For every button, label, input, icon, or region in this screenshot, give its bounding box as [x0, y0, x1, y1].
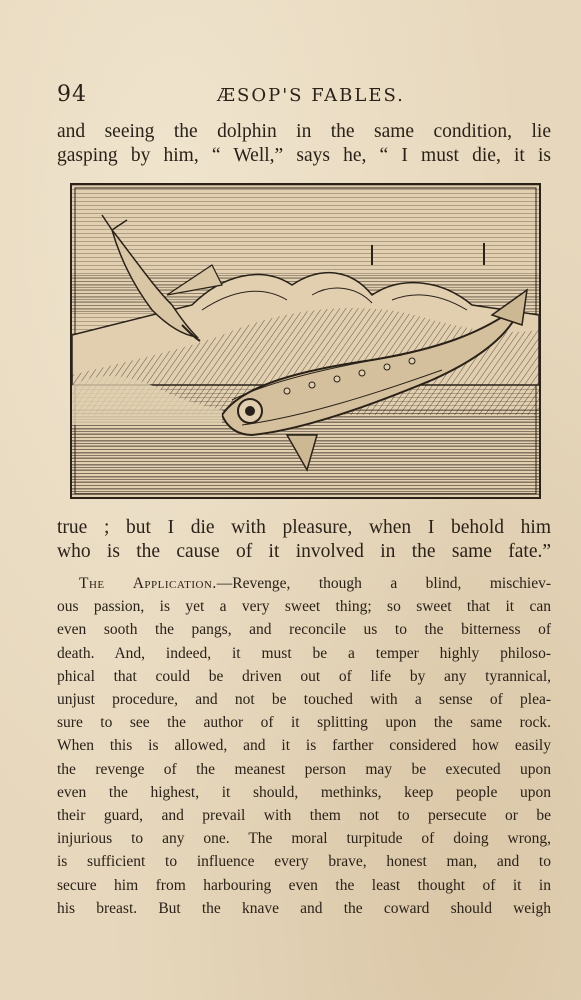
text-line: When this is allowed, and it is farther considered how easily [57, 737, 551, 755]
text-line: death. And, indeed, it must be a temper highly philoso- [57, 644, 551, 662]
text-line: injurious to any one. The moral turpitude of doing wrong, [57, 830, 551, 848]
text-line: secure him from harbouring even the least thought of it in [57, 876, 551, 894]
text-line: is sufficient to influence every brave, honest man, and to [57, 853, 551, 871]
text-line: sure to see the author of it splitting upon the same rock. [57, 714, 551, 732]
fable-illustration [70, 183, 541, 499]
page-number: 94 [57, 82, 87, 107]
engraving-fish-and-dolphin [72, 185, 539, 497]
text-line: and seeing the dolphin in the same condition, lie [57, 121, 551, 142]
text-line [57, 572, 551, 595]
text-line: his breast. But the knave and the coward should weigh [57, 899, 551, 917]
text-line: who is the cause of it involved in the same fate.” [57, 541, 551, 562]
text-line: gasping by him, “ Well,” says he, “ I must die, it is [57, 145, 551, 166]
running-title: ÆSOP'S FABLES. [217, 85, 405, 106]
text-line: unjust procedure, and not be touched with a sense of plea- [57, 691, 551, 709]
text-line: even sooth the pangs, and reconcile us to the bitterness of [57, 621, 551, 639]
application-paragraph [57, 572, 551, 920]
page-header [57, 82, 551, 106]
text-line: ous passion, is yet a very sweet thing; so sweet that it can [57, 598, 551, 616]
application-first-line: —Revenge, though a blind, mischiev- [216, 575, 552, 592]
fable-text-top [57, 120, 551, 168]
text-line: even the highest, it should, methinks, keep people upon [57, 783, 551, 801]
application-label: The Application. [79, 575, 217, 592]
text-line: the revenge of the meanest person may be executed upon [57, 760, 551, 778]
text-line: phical that could be driven out of life by any tyrannical, [57, 667, 551, 685]
text-line: true ; but I die with pleasure, when I behold him [57, 517, 551, 538]
text-line: their guard, and prevail with them not to persecute or be [57, 807, 551, 825]
fable-text-bottom [57, 516, 551, 564]
